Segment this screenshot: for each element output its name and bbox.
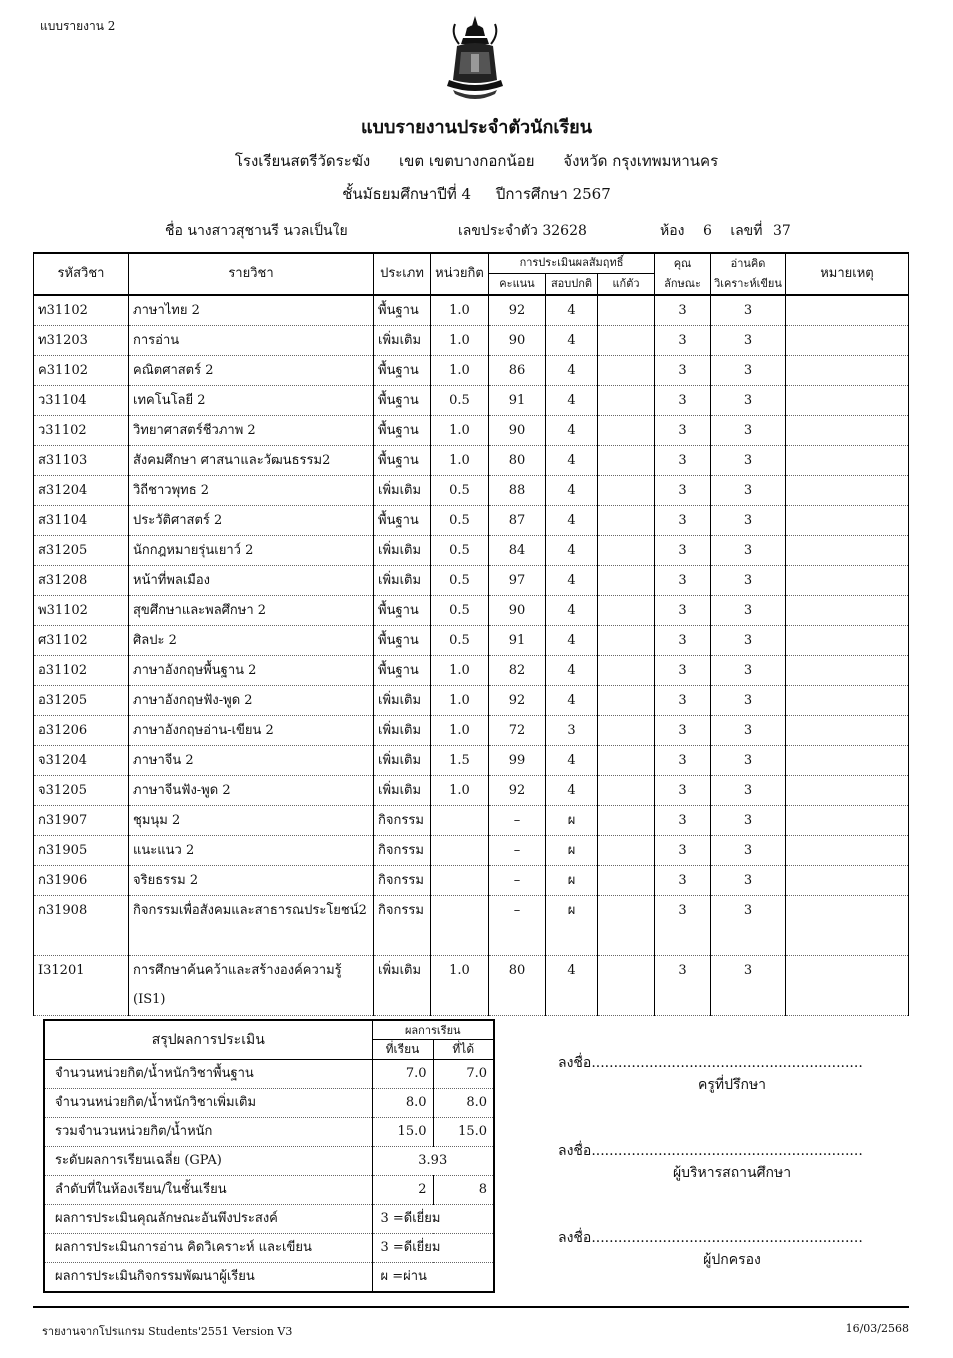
school-emblem-icon (445, 14, 505, 106)
cell-credit: 1.0 (431, 716, 489, 746)
table-row (34, 656, 909, 686)
header-character-top: คุณ (655, 253, 711, 273)
cell-correction (598, 776, 655, 806)
cell-character: 3 (655, 566, 711, 596)
cell-correction (598, 626, 655, 656)
summary-gpa-row: ระดับผลการเรียนเฉลี่ย (GPA) 3.93 (44, 1147, 494, 1176)
cell-normal: 4 (546, 776, 598, 806)
cell-character: 3 (655, 836, 711, 866)
cell-remark (786, 776, 909, 806)
cell-type: เพิ่มเติม (374, 746, 431, 776)
cell-normal: ผ (546, 896, 598, 956)
header-assessment: การประเมินผลสัมฤทธิ์ (489, 253, 655, 273)
school-name: โรงเรียนสตรีวัดระฆัง (234, 152, 371, 170)
cell-normal: 4 (546, 326, 598, 356)
cell-remark (786, 596, 909, 626)
table-row (34, 686, 909, 716)
school-province: จังหวัด กรุงเทพมหานคร (563, 152, 719, 170)
cell-normal: 3 (546, 716, 598, 746)
cell-credit: 1.0 (431, 686, 489, 716)
cell-code: พ31102 (34, 596, 129, 626)
cell-code: อ31206 (34, 716, 129, 746)
cell-normal: 4 (546, 656, 598, 686)
cell-score: 80 (489, 956, 546, 1016)
cell-character: 3 (655, 506, 711, 536)
cell-score: 90 (489, 416, 546, 446)
cell-remark (786, 656, 909, 686)
cell-correction (598, 386, 655, 416)
cell-correction (598, 596, 655, 626)
cell-normal: 4 (546, 356, 598, 386)
cell-reading: 3 (711, 506, 786, 536)
table-row (34, 536, 909, 566)
cell-correction (598, 295, 655, 326)
cell-normal: 4 (546, 596, 598, 626)
cell-reading: 3 (711, 686, 786, 716)
table-row (34, 596, 909, 626)
cell-remark (786, 896, 909, 956)
summary-row: รวมจำนวนหน่วยกิต/น้ำหนัก 15.0 15.0 (44, 1118, 494, 1147)
header-type: ประเภท (374, 253, 431, 295)
cell-character: 3 (655, 866, 711, 896)
cell-type: กิจกรรม (374, 896, 431, 956)
table-row (34, 295, 909, 326)
cell-score: 86 (489, 356, 546, 386)
cell-credit (431, 836, 489, 866)
cell-type: พื้นฐาน (374, 416, 431, 446)
cell-credit: 1.0 (431, 326, 489, 356)
cell-type: พื้นฐาน (374, 386, 431, 416)
cell-code: ส31204 (34, 476, 129, 506)
rank-class: 8 (433, 1176, 494, 1205)
gpa-value: 3.93 (372, 1147, 494, 1176)
cell-normal: 4 (546, 746, 598, 776)
summary-col-earned: ที่ได้ (433, 1040, 494, 1060)
cell-normal: 4 (546, 446, 598, 476)
cell-subject: การอ่าน (129, 326, 374, 356)
cell-score: 91 (489, 386, 546, 416)
cell-credit: 0.5 (431, 596, 489, 626)
summary-activity-row: ผลการประเมินกิจกรรมพัฒนาผู้เรียน ผ =ผ่าน (44, 1263, 494, 1293)
header-reading-top: อ่านคิด (711, 253, 786, 273)
cell-type: เพิ่มเติม (374, 956, 431, 1016)
table-row (34, 626, 909, 656)
cell-character: 3 (655, 776, 711, 806)
cell-subject: สุขศึกษาและพลศึกษา 2 (129, 596, 374, 626)
cell-score: 80 (489, 446, 546, 476)
cell-subject: นักกฎหมายรุ่นเยาว์ 2 (129, 536, 374, 566)
cell-type: เพิ่มเติม (374, 716, 431, 746)
cell-code: ค31102 (34, 356, 129, 386)
cell-reading: 3 (711, 746, 786, 776)
cell-remark (786, 626, 909, 656)
summary-row: จำนวนหน่วยกิต/น้ำหนักวิชาพื้นฐาน 7.0 7.0 (44, 1060, 494, 1089)
signature-line-advisor: ลงชื่อ............................................................. (558, 1055, 863, 1071)
cell-subject: การศึกษาค้นคว้าและสร้างองค์ความรู้ (IS1) (129, 956, 374, 1016)
cell-credit (431, 866, 489, 896)
cell-correction (598, 866, 655, 896)
cell-code: ส31205 (34, 536, 129, 566)
cell-normal: 4 (546, 536, 598, 566)
table-row (34, 836, 909, 866)
cell-code: ส31103 (34, 446, 129, 476)
footer-program: รายงานจากโปรแกรม Students'2551 Version V3 (42, 1325, 293, 1338)
cell-score: 92 (489, 295, 546, 326)
cell-credit: 0.5 (431, 506, 489, 536)
table-row (34, 506, 909, 536)
footer-divider (33, 1306, 909, 1308)
cell-reading: 3 (711, 446, 786, 476)
cell-code: ท31102 (34, 295, 129, 326)
signature-role-parent: ผู้ปกครอง (703, 1252, 761, 1268)
cell-credit: 0.5 (431, 566, 489, 596)
cell-credit: 0.5 (431, 386, 489, 416)
cell-reading: 3 (711, 656, 786, 686)
cell-normal: ผ (546, 836, 598, 866)
cell-character: 3 (655, 536, 711, 566)
signature-line-director: ลงชื่อ............................................................. (558, 1143, 863, 1159)
cell-type: พื้นฐาน (374, 596, 431, 626)
cell-normal: 4 (546, 686, 598, 716)
cell-code: จ31204 (34, 746, 129, 776)
cell-subject: แนะแนว 2 (129, 836, 374, 866)
cell-score: – (489, 806, 546, 836)
cell-normal: 4 (546, 476, 598, 506)
cell-remark (786, 356, 909, 386)
cell-remark (786, 566, 909, 596)
cell-subject: จริยธรรม 2 (129, 866, 374, 896)
cell-correction (598, 716, 655, 746)
cell-reading: 3 (711, 716, 786, 746)
cell-credit: 0.5 (431, 476, 489, 506)
cell-character: 3 (655, 686, 711, 716)
header-normal: สอบปกติ (546, 273, 598, 295)
cell-credit: 1.0 (431, 356, 489, 386)
cell-reading: 3 (711, 836, 786, 866)
cell-score: 91 (489, 626, 546, 656)
cell-code: อ31205 (34, 686, 129, 716)
cell-remark (786, 476, 909, 506)
cell-remark (786, 956, 909, 1016)
cell-remark (786, 746, 909, 776)
table-row (34, 356, 909, 386)
cell-correction (598, 746, 655, 776)
cell-code: ศ31102 (34, 626, 129, 656)
student-room-field: ห้อง 6 เลขที่ 37 (660, 223, 791, 239)
student-room: 6 (702, 223, 712, 239)
cell-subject: ศิลปะ 2 (129, 626, 374, 656)
cell-credit: 1.5 (431, 746, 489, 776)
cell-score: 92 (489, 776, 546, 806)
cell-score: 90 (489, 596, 546, 626)
footer-date: 16/03/2568 (845, 1322, 909, 1335)
cell-remark (786, 836, 909, 866)
summary-rank-row: ลำดับที่ในห้องเรียน/ในชั้นเรียน 2 8 (44, 1176, 494, 1205)
cell-correction (598, 476, 655, 506)
cell-character: 3 (655, 626, 711, 656)
cell-subject: ชุมนุม 2 (129, 806, 374, 836)
cell-type: เพิ่มเติม (374, 326, 431, 356)
header-score: คะแนน (489, 273, 546, 295)
header-character-bottom: ลักษณะ (655, 273, 711, 295)
table-row (34, 566, 909, 596)
cell-character: 3 (655, 896, 711, 956)
cell-type: พื้นฐาน (374, 626, 431, 656)
cell-type: เพิ่มเติม (374, 776, 431, 806)
cell-subject: ประวัติศาสตร์ 2 (129, 506, 374, 536)
cell-credit: 1.0 (431, 446, 489, 476)
cell-remark (786, 326, 909, 356)
header-remark: หมายเหตุ (786, 253, 909, 295)
header-reading-bottom: วิเคราะห์เขียน (711, 273, 786, 295)
cell-character: 3 (655, 476, 711, 506)
table-row (34, 866, 909, 896)
cell-remark (786, 806, 909, 836)
cell-correction (598, 956, 655, 1016)
cell-reading: 3 (711, 866, 786, 896)
cell-subject: หน้าที่พลเมือง (129, 566, 374, 596)
cell-code: จ31205 (34, 776, 129, 806)
summary-result-header: ผลการเรียน (372, 1020, 494, 1040)
cell-code: ท31203 (34, 326, 129, 356)
cell-normal: 4 (546, 386, 598, 416)
signature-role-director: ผู้บริหารสถานศึกษา (672, 1165, 792, 1181)
academic-year: ปีการศึกษา 2567 (495, 185, 611, 203)
summary-reading-row: ผลการประเมินการอ่าน คิดวิเคราะห์ และเขียน 3 =ดีเยี่ยม (44, 1234, 494, 1263)
cell-character: 3 (655, 295, 711, 326)
header-code: รหัสวิชา (34, 253, 129, 295)
school-district: เขต เขตบางกอกน้อย (399, 152, 535, 170)
cell-character: 3 (655, 356, 711, 386)
header-subject: รายวิชา (129, 253, 374, 295)
cell-code: ว31104 (34, 386, 129, 416)
cell-type: เพิ่มเติม (374, 566, 431, 596)
grades-body (34, 295, 909, 1016)
cell-code: ก31906 (34, 866, 129, 896)
cell-code: ส31104 (34, 506, 129, 536)
cell-score: – (489, 866, 546, 896)
cell-score: – (489, 896, 546, 956)
cell-code: ว31102 (34, 416, 129, 446)
cell-type: เพิ่มเติม (374, 686, 431, 716)
cell-code: I31201 (34, 956, 129, 1016)
cell-credit: 0.5 (431, 536, 489, 566)
cell-score: 84 (489, 536, 546, 566)
cell-code: ก31907 (34, 806, 129, 836)
rank-room: 2 (372, 1176, 433, 1205)
cell-remark (786, 686, 909, 716)
cell-subject: ภาษาจีนฟัง-พูด 2 (129, 776, 374, 806)
grade-level: ชั้นมัธยมศึกษาปีที่ 4 (342, 185, 472, 203)
report-code: แบบรายงาน 2 (40, 19, 116, 33)
cell-character: 3 (655, 656, 711, 686)
summary-table (43, 1019, 495, 1293)
cell-type: พื้นฐาน (374, 506, 431, 536)
cell-character: 3 (655, 416, 711, 446)
summary-row: จำนวนหน่วยกิต/น้ำหนักวิชาเพิ่มเติม 8.0 8.0 (44, 1089, 494, 1118)
cell-reading: 3 (711, 416, 786, 446)
cell-subject: กิจกรรมเพื่อสังคมและสาธารณประโยชน์2 (129, 896, 374, 956)
cell-score: – (489, 836, 546, 866)
student-id-field: เลขประจำตัว 32628 (458, 223, 587, 239)
cell-correction (598, 446, 655, 476)
cell-character: 3 (655, 386, 711, 416)
cell-code: อ31102 (34, 656, 129, 686)
cell-normal: 4 (546, 295, 598, 326)
cell-type: เพิ่มเติม (374, 536, 431, 566)
cell-credit: 1.0 (431, 656, 489, 686)
cell-type: พื้นฐาน (374, 356, 431, 386)
cell-code: ก31908 (34, 896, 129, 956)
cell-reading: 3 (711, 356, 786, 386)
summary-col-studied: ที่เรียน (372, 1040, 433, 1060)
table-row (34, 776, 909, 806)
grades-table (33, 252, 909, 1016)
cell-score: 82 (489, 656, 546, 686)
cell-reading: 3 (711, 806, 786, 836)
student-number: 37 (772, 223, 791, 239)
cell-subject: วิถีชาวพุทธ 2 (129, 476, 374, 506)
cell-reading: 3 (711, 386, 786, 416)
table-row (34, 716, 909, 746)
cell-correction (598, 686, 655, 716)
cell-type: พื้นฐาน (374, 446, 431, 476)
cell-type: กิจกรรม (374, 836, 431, 866)
cell-subject: ภาษาอังกฤษฟัง-พูด 2 (129, 686, 374, 716)
cell-correction (598, 836, 655, 866)
cell-type: พื้นฐาน (374, 295, 431, 326)
cell-reading: 3 (711, 896, 786, 956)
cell-reading: 3 (711, 956, 786, 1016)
cell-character: 3 (655, 446, 711, 476)
cell-score: 92 (489, 686, 546, 716)
cell-remark (786, 416, 909, 446)
cell-reading: 3 (711, 626, 786, 656)
cell-subject: ภาษาไทย 2 (129, 295, 374, 326)
cell-code: ก31905 (34, 836, 129, 866)
student-name-field: ชื่อ นางสาวสุชานรี นวลเป็นใย (165, 223, 348, 239)
cell-correction (598, 896, 655, 956)
cell-reading: 3 (711, 776, 786, 806)
cell-normal: 4 (546, 506, 598, 536)
signature-role-advisor: ครูที่ปรึกษา (697, 1077, 767, 1093)
cell-correction (598, 356, 655, 386)
cell-correction (598, 416, 655, 446)
cell-correction (598, 536, 655, 566)
table-row (34, 806, 909, 836)
cell-remark (786, 866, 909, 896)
cell-normal: 4 (546, 416, 598, 446)
cell-score: 72 (489, 716, 546, 746)
cell-subject: ภาษาจีน 2 (129, 746, 374, 776)
cell-subject: เทคโนโลยี 2 (129, 386, 374, 416)
table-row (34, 386, 909, 416)
cell-normal: ผ (546, 866, 598, 896)
cell-credit: 1.0 (431, 295, 489, 326)
summary-title: สรุปผลการประเมิน (44, 1020, 372, 1060)
cell-normal: 4 (546, 626, 598, 656)
cell-correction (598, 566, 655, 596)
student-id: 32628 (542, 223, 587, 239)
cell-remark (786, 506, 909, 536)
header-correction: แก้ตัว (598, 273, 655, 295)
cell-character: 3 (655, 806, 711, 836)
cell-character: 3 (655, 746, 711, 776)
cell-score: 87 (489, 506, 546, 536)
cell-subject: สังคมศึกษา ศาสนาและวัฒนธรรม2 (129, 446, 374, 476)
cell-subject: คณิตศาสตร์ 2 (129, 356, 374, 386)
cell-reading: 3 (711, 536, 786, 566)
cell-remark (786, 446, 909, 476)
cell-score: 99 (489, 746, 546, 776)
cell-score: 88 (489, 476, 546, 506)
cell-character: 3 (655, 716, 711, 746)
cell-type: กิจกรรม (374, 866, 431, 896)
cell-character: 3 (655, 956, 711, 1016)
table-row (34, 326, 909, 356)
table-row (34, 476, 909, 506)
cell-credit: 1.0 (431, 416, 489, 446)
cell-reading: 3 (711, 566, 786, 596)
cell-reading: 3 (711, 596, 786, 626)
summary-character-row: ผลการประเมินคุณลักษณะอันพึงประสงค์ 3 =ดีเยี่ยม (44, 1205, 494, 1234)
cell-reading: 3 (711, 295, 786, 326)
cell-remark (786, 386, 909, 416)
header-credit: หน่วยกิต (431, 253, 489, 295)
cell-remark (786, 716, 909, 746)
cell-credit: 1.0 (431, 776, 489, 806)
cell-remark (786, 536, 909, 566)
student-name: นางสาวสุชานรี นวลเป็นใย (187, 223, 348, 239)
page-title: แบบรายงานประจำตัวนักเรียน (360, 117, 593, 138)
cell-credit (431, 896, 489, 956)
cell-subject: ภาษาอังกฤษอ่าน-เขียน 2 (129, 716, 374, 746)
cell-credit: 1.0 (431, 956, 489, 1016)
cell-score: 90 (489, 326, 546, 356)
cell-code: ส31208 (34, 566, 129, 596)
cell-character: 3 (655, 596, 711, 626)
cell-reading: 3 (711, 476, 786, 506)
cell-correction (598, 506, 655, 536)
cell-remark (786, 295, 909, 326)
cell-score: 97 (489, 566, 546, 596)
cell-correction (598, 326, 655, 356)
cell-credit: 0.5 (431, 626, 489, 656)
cell-normal: 4 (546, 566, 598, 596)
table-row (34, 746, 909, 776)
table-row (34, 896, 909, 956)
cell-subject: ภาษาอังกฤษพื้นฐาน 2 (129, 656, 374, 686)
cell-normal: ผ (546, 806, 598, 836)
table-row (34, 416, 909, 446)
cell-type: พื้นฐาน (374, 656, 431, 686)
school-line (0, 149, 953, 173)
cell-character: 3 (655, 326, 711, 356)
cell-type: กิจกรรม (374, 806, 431, 836)
cell-normal: 4 (546, 956, 598, 1016)
cell-correction (598, 806, 655, 836)
cell-correction (598, 656, 655, 686)
cell-credit (431, 806, 489, 836)
table-row (34, 446, 909, 476)
cell-subject: วิทยาศาสตร์ชีวภาพ 2 (129, 416, 374, 446)
table-row (34, 956, 909, 1016)
cell-type: เพิ่มเติม (374, 476, 431, 506)
cell-reading: 3 (711, 326, 786, 356)
signature-line-parent: ลงชื่อ............................................................. (558, 1230, 863, 1246)
class-line (0, 182, 953, 206)
